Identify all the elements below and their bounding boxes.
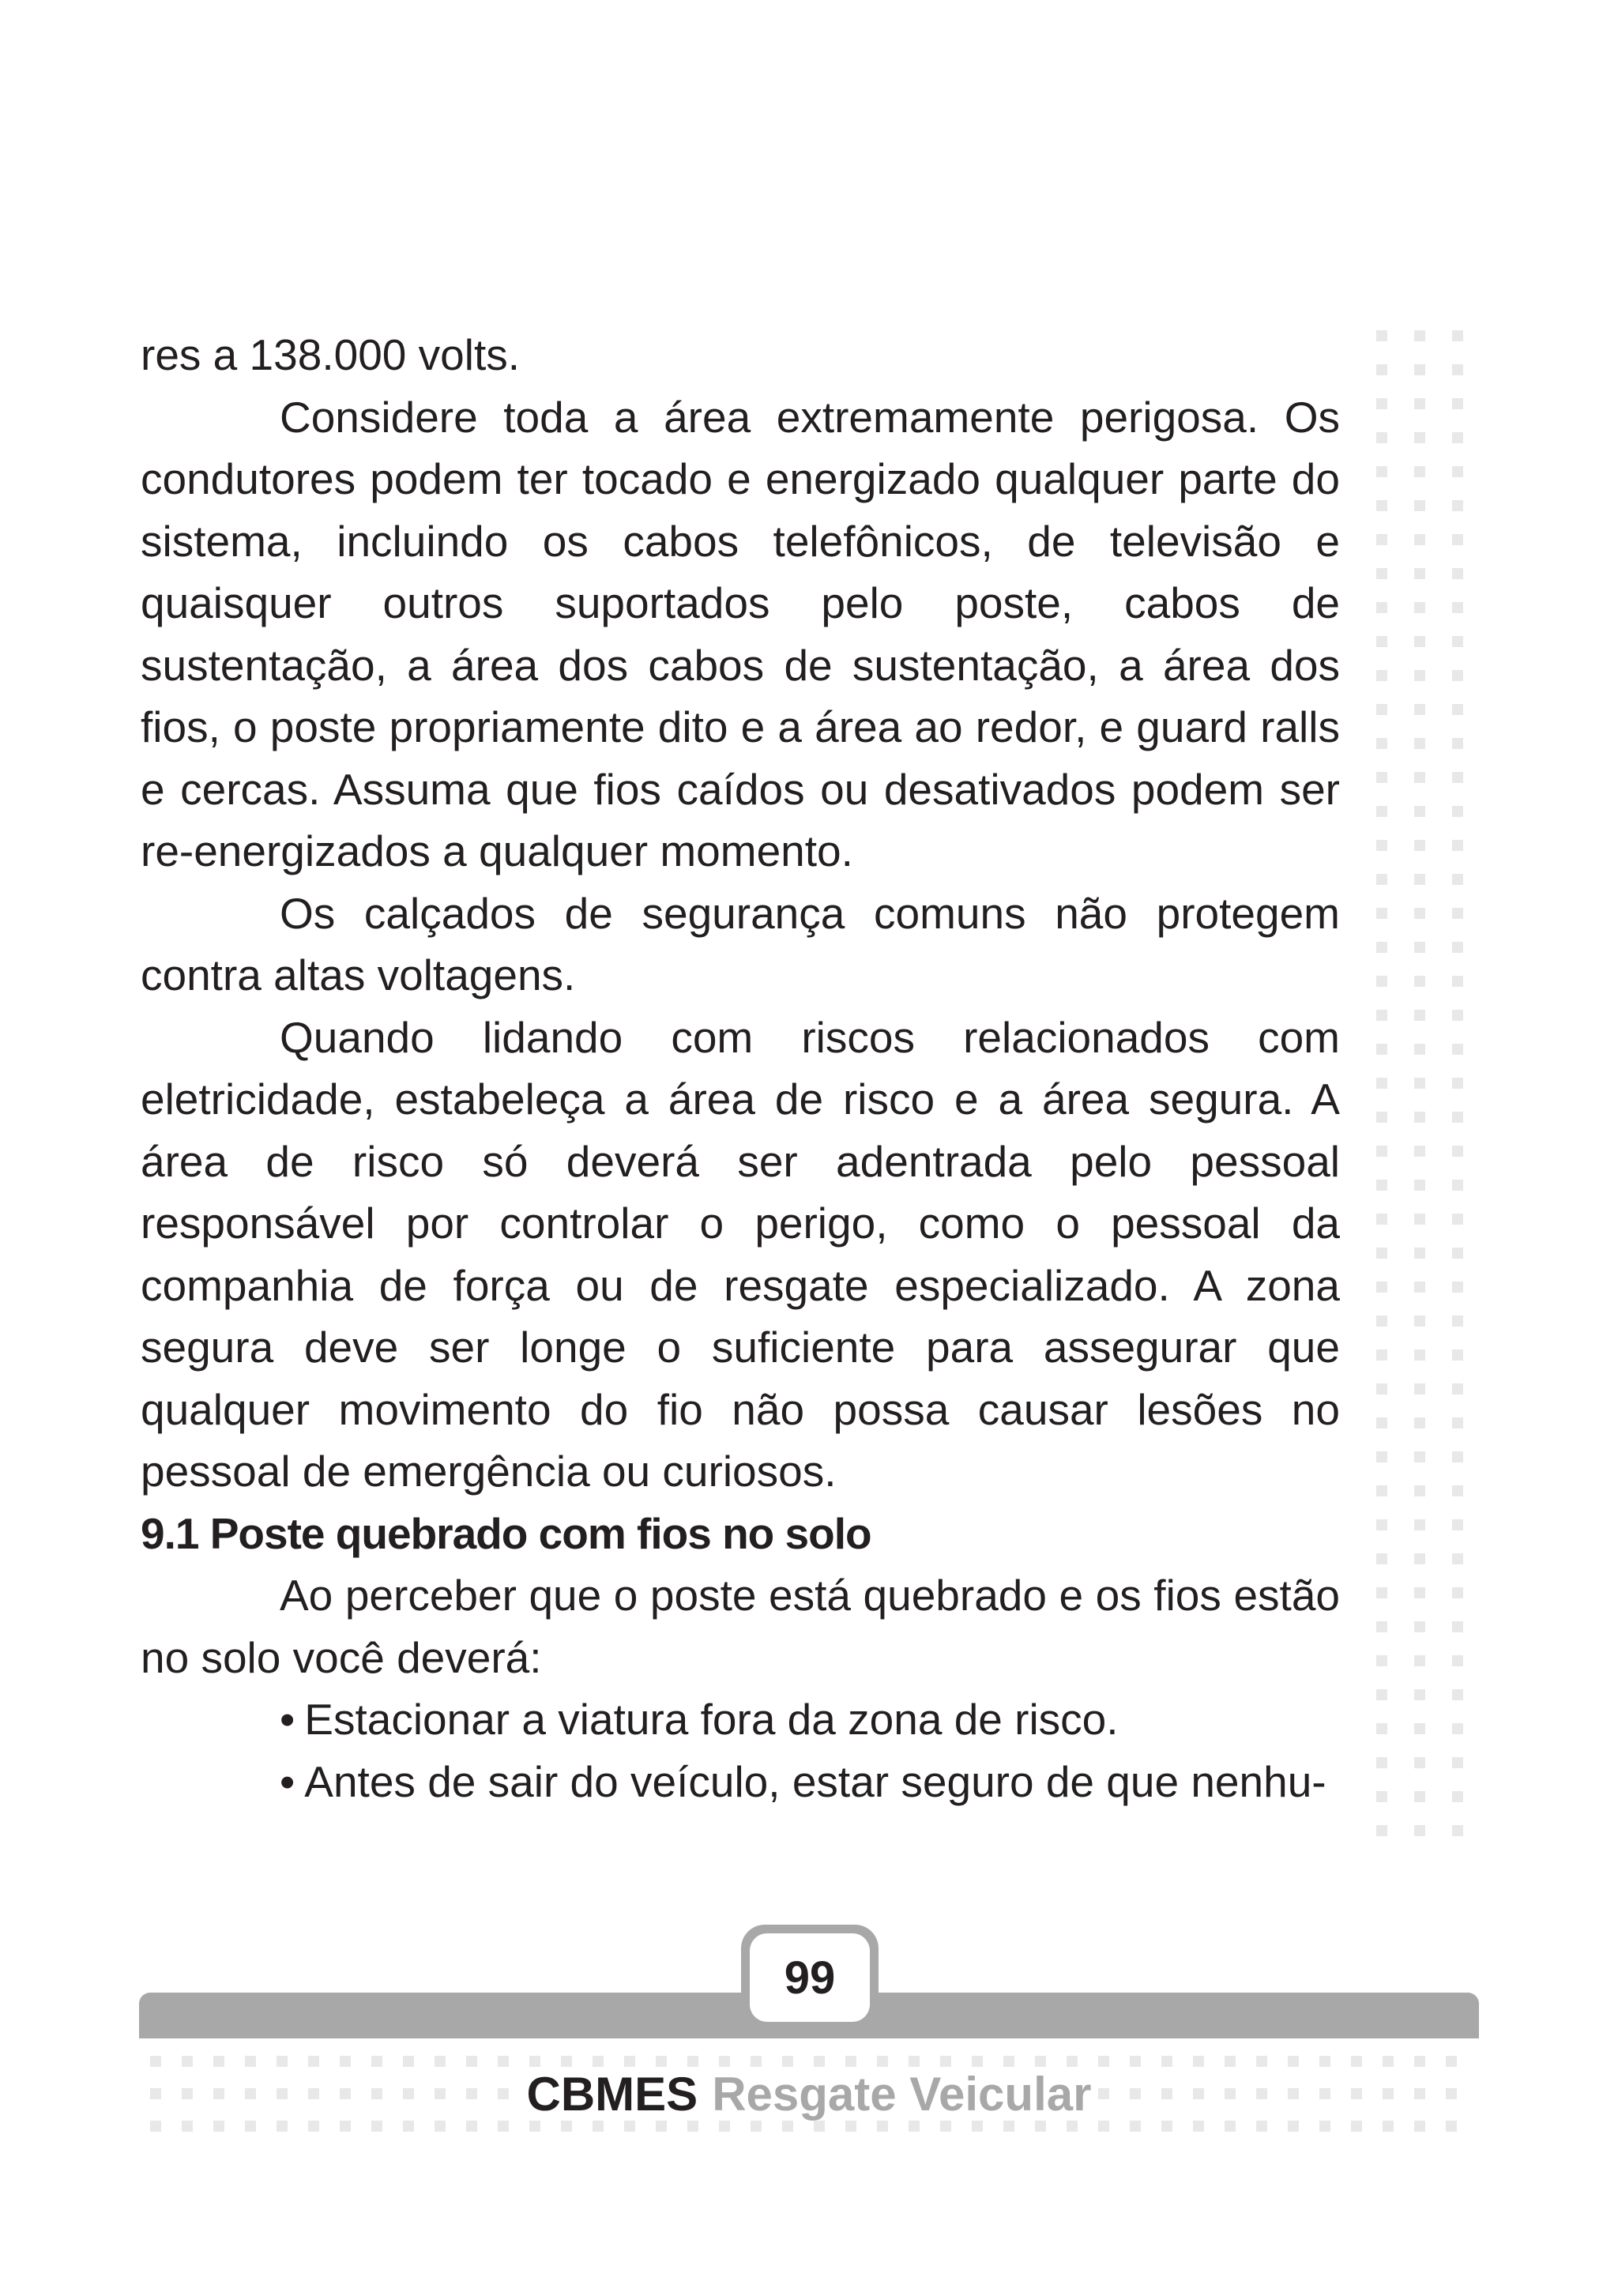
paragraph-risk-zones: Quando lidando com riscos relacionados com eletricidade, estabeleça a área de risco e a área segura. A área de risco só deverá ser adentrada pelo pessoal responsável por controlar o perigo, como o pessoal da companhia de força ou de resgate especializado. A zona segura deve ser longe o suficiente para assegurar que qualquer movimento do fio não possa causar lesões no pessoal de emergência ou curiosos. — [141, 1012, 1340, 1496]
footer-brand-text — [522, 2068, 1097, 2121]
decorative-dot — [1376, 1180, 1387, 1191]
decorative-dot — [940, 2121, 951, 2132]
decorative-dot — [1376, 602, 1387, 613]
decorative-dot — [1414, 1078, 1425, 1089]
decorative-dot — [1193, 2121, 1204, 2132]
decorative-dot — [1452, 1791, 1463, 1802]
decorative-dot — [1376, 1112, 1387, 1123]
decorative-dot — [1414, 1519, 1425, 1530]
decorative-dot — [877, 2056, 888, 2067]
decorative-dot — [1414, 704, 1425, 715]
decorative-dot — [1414, 1655, 1425, 1666]
footer-brand — [0, 2067, 1618, 2121]
decorative-dot — [1452, 1757, 1463, 1768]
decorative-dot — [1452, 1621, 1463, 1632]
decorative-dot — [466, 2121, 477, 2132]
decorative-dot — [1161, 2121, 1172, 2132]
decorative-dot — [245, 2056, 256, 2067]
decorative-dot — [1414, 908, 1425, 919]
decorative-dot — [1376, 1791, 1387, 1802]
decorative-dot — [435, 2056, 446, 2067]
page-body — [141, 324, 1340, 1812]
footer-book-title: Resgate Veicular — [712, 2068, 1092, 2121]
decorative-dot — [1414, 840, 1425, 851]
decorative-dot — [371, 2056, 382, 2067]
decorative-dot — [814, 2056, 825, 2067]
decorative-dot — [1376, 772, 1387, 783]
decorative-dot — [1414, 1791, 1425, 1802]
decorative-dot — [1452, 976, 1463, 987]
decorative-dot — [1452, 1349, 1463, 1361]
decorative-dot — [1376, 1146, 1387, 1157]
bullet-icon: • — [280, 1756, 295, 1806]
decorative-dot — [1376, 874, 1387, 885]
decorative-dot — [1452, 1383, 1463, 1395]
decorative-dot — [498, 2121, 509, 2132]
decorative-dot — [1376, 806, 1387, 817]
decorative-dot — [1414, 636, 1425, 647]
decorative-dot — [1376, 1417, 1387, 1428]
decorative-dot — [1452, 636, 1463, 647]
decorative-dot — [561, 2056, 572, 2067]
decorative-dot — [814, 2121, 825, 2132]
decorative-dot — [1067, 2056, 1078, 2067]
paragraph-hazard-area: Considere toda a área extremamente perigosa. Os condutores podem ter tocado e energizado qualquer parte do sistema, incluindo os cabos telefônicos, de televisão e quaisquer outros suportados pelo poste, cabos de sustentação, a área dos cabos de sustentação, a área dos fios, o poste propriamente dito e a área ao redor, e guard ralls e cercas. Assuma que fios caídos ou desativados podem ser re-energizados a qualquer momento. — [141, 392, 1340, 875]
decorative-dot — [1376, 364, 1387, 375]
decorative-dot — [1376, 466, 1387, 477]
decorative-dot — [1414, 738, 1425, 749]
decorative-dot — [1414, 1757, 1425, 1768]
decorative-dot — [1452, 704, 1463, 715]
decorative-dot — [1414, 330, 1425, 341]
decorative-dot — [1067, 2121, 1078, 2132]
decorative-dot — [1452, 1417, 1463, 1428]
decorative-dot — [845, 2056, 856, 2067]
decorative-dot — [1452, 1078, 1463, 1089]
decorative-dot — [1414, 1282, 1425, 1293]
decorative-dot — [150, 2056, 161, 2067]
decorative-dot — [1452, 1655, 1463, 1666]
decorative-dot — [1446, 2121, 1457, 2132]
decorative-dot — [1452, 874, 1463, 885]
decorative-dot — [1376, 908, 1387, 919]
decorative-dot — [1452, 1689, 1463, 1700]
decorative-dot — [1414, 1248, 1425, 1259]
decorative-dot — [1452, 1723, 1463, 1734]
section-heading: 9.1 Poste quebrado com fios no solo — [141, 1508, 871, 1558]
decorative-dot — [782, 2121, 793, 2132]
decorative-dot — [593, 2056, 604, 2067]
decorative-dot — [1452, 330, 1463, 341]
decorative-dot — [1414, 670, 1425, 681]
decorative-dot — [1098, 2056, 1109, 2067]
decorative-dot — [1161, 2056, 1172, 2067]
decorative-dot — [1452, 1010, 1463, 1021]
decorative-dot — [1414, 364, 1425, 375]
decorative-dot — [1414, 500, 1425, 511]
decorative-dot — [1452, 1519, 1463, 1530]
decorative-dot — [751, 2121, 762, 2132]
decorative-dot — [687, 2121, 698, 2132]
decorative-dot — [1376, 1553, 1387, 1564]
decorative-dot — [782, 2056, 793, 2067]
decorative-dot — [1414, 1723, 1425, 1734]
decorative-dot — [1376, 534, 1387, 545]
decorative-dot — [340, 2056, 351, 2067]
decorative-dot — [1414, 1383, 1425, 1395]
decorative-dot — [1414, 1112, 1425, 1123]
decorative-dot — [1452, 1282, 1463, 1293]
decorative-dot — [1414, 1010, 1425, 1021]
decorative-dot — [1452, 806, 1463, 817]
decorative-dot — [1452, 1146, 1463, 1157]
decorative-dot — [909, 2121, 920, 2132]
decorative-dot — [1288, 2121, 1299, 2132]
decorative-dot — [1256, 2121, 1267, 2132]
decorative-dot — [1452, 534, 1463, 545]
decorative-dot — [972, 2121, 983, 2132]
decorative-dot — [1319, 2121, 1330, 2132]
decorative-dot — [466, 2056, 477, 2067]
decorative-dot — [403, 2056, 414, 2067]
decorative-dot — [1452, 1825, 1463, 1836]
decorative-dot — [1452, 602, 1463, 613]
decorative-dot — [593, 2121, 604, 2132]
decorative-dot — [1130, 2121, 1141, 2132]
decorative-dot — [1414, 1553, 1425, 1564]
decorative-dot — [1452, 942, 1463, 953]
decorative-dot — [308, 2121, 319, 2132]
section-intro: Ao perceber que o poste está quebrado e os fios estão no solo você deverá: — [141, 1571, 1340, 1682]
decorative-dot — [1098, 2121, 1109, 2132]
decorative-dot — [1288, 2056, 1299, 2067]
decorative-dot — [403, 2121, 414, 2132]
decorative-dot — [1452, 432, 1463, 443]
decorative-dot — [1414, 1044, 1425, 1055]
decorative-dot — [1414, 976, 1425, 987]
decorative-dot — [1376, 840, 1387, 851]
decorative-dot — [1376, 1723, 1387, 1734]
decorative-dot — [435, 2121, 446, 2132]
decorative-dot — [1376, 330, 1387, 341]
decorative-dot — [1452, 398, 1463, 409]
decorative-dot — [1376, 1825, 1387, 1836]
decorative-dot — [529, 2121, 540, 2132]
decorative-dot — [1414, 1180, 1425, 1191]
decorative-dot — [656, 2121, 667, 2132]
decorative-dot — [1452, 1248, 1463, 1259]
decorative-dot — [940, 2056, 951, 2067]
decorative-dot — [909, 2056, 920, 2067]
decorative-dot — [1452, 466, 1463, 477]
decorative-dot — [277, 2121, 288, 2132]
decorative-dot — [1446, 2056, 1457, 2067]
decorative-dot — [1376, 500, 1387, 511]
decorative-dot — [1452, 1587, 1463, 1598]
decorative-dot — [1414, 1349, 1425, 1361]
decorative-dot — [1376, 1214, 1387, 1225]
decorative-dot — [1452, 500, 1463, 511]
decorative-dot — [624, 2121, 635, 2132]
paragraph-safety-shoes: Os calçados de segurança comuns não protegem contra altas voltagens. — [141, 888, 1340, 999]
decorative-dot — [1452, 1112, 1463, 1123]
decorative-dot — [1376, 738, 1387, 749]
decorative-dot — [1035, 2056, 1046, 2067]
decorative-dot — [1452, 1214, 1463, 1225]
decorative-dot — [1376, 1248, 1387, 1259]
decorative-dot — [1414, 2056, 1425, 2067]
decorative-dot — [1414, 1485, 1425, 1496]
decorative-dot — [182, 2121, 193, 2132]
paragraph-continuation: res a 138.000 volts. — [141, 330, 521, 379]
decorative-dot — [845, 2121, 856, 2132]
decorative-dot — [1383, 2121, 1394, 2132]
decorative-dot — [1414, 772, 1425, 783]
decorative-dot — [1414, 1621, 1425, 1632]
decorative-dot — [1376, 976, 1387, 987]
footer-org: CBMES — [526, 2068, 698, 2121]
decorative-dot — [1452, 1180, 1463, 1191]
decorative-dot — [1319, 2056, 1330, 2067]
decorative-dot — [1376, 1383, 1387, 1395]
decorative-dot — [1376, 636, 1387, 647]
decorative-dot — [1193, 2056, 1204, 2067]
decorative-dot — [1003, 2121, 1014, 2132]
decorative-dot — [529, 2056, 540, 2067]
decorative-dot — [1414, 466, 1425, 477]
decorative-dot — [1376, 942, 1387, 953]
decorative-dot — [1376, 704, 1387, 715]
decorative-dot — [1414, 568, 1425, 579]
decorative-dot — [1452, 1485, 1463, 1496]
decorative-dot — [1225, 2121, 1236, 2132]
decorative-dot — [1376, 398, 1387, 409]
decorative-dot — [1452, 1044, 1463, 1055]
decorative-dot — [1414, 1451, 1425, 1462]
decorative-dot — [308, 2056, 319, 2067]
decorative-dot — [1351, 2056, 1362, 2067]
decorative-dot — [719, 2121, 730, 2132]
decorative-dot — [1383, 2056, 1394, 2067]
decorative-dot — [561, 2121, 572, 2132]
decorative-dot — [371, 2121, 382, 2132]
decorative-dot — [277, 2056, 288, 2067]
decorative-dot — [1414, 1214, 1425, 1225]
decorative-dot — [1414, 1689, 1425, 1700]
decorative-dot — [1376, 1349, 1387, 1361]
decorative-dot — [1376, 1451, 1387, 1462]
decorative-dot — [1452, 1315, 1463, 1327]
decorative-dot — [1376, 1519, 1387, 1530]
decorative-dot — [150, 2121, 161, 2132]
decorative-dot — [1376, 568, 1387, 579]
bullet-text: Antes de sair do veículo, estar seguro de que nenhu- — [304, 1756, 1326, 1806]
decorative-dot — [624, 2056, 635, 2067]
decorative-dot — [1376, 1282, 1387, 1293]
decorative-dot — [340, 2121, 351, 2132]
decorative-dot — [1414, 942, 1425, 953]
decorative-dot — [1376, 1485, 1387, 1496]
decorative-dot — [1452, 1451, 1463, 1462]
decorative-dot — [1414, 1825, 1425, 1836]
decorative-dot — [687, 2056, 698, 2067]
decorative-dot — [1414, 2121, 1425, 2132]
bullet-icon: • — [280, 1695, 295, 1744]
decorative-dot — [877, 2121, 888, 2132]
decorative-dot — [1225, 2056, 1236, 2067]
decorative-dot — [1414, 806, 1425, 817]
decorative-dot — [245, 2121, 256, 2132]
bullet-item — [141, 1751, 1340, 1813]
decorative-dot — [1376, 432, 1387, 443]
decorative-dot — [1414, 874, 1425, 885]
decorative-dot — [1376, 1315, 1387, 1327]
decorative-dot — [1376, 1655, 1387, 1666]
decorative-dot — [1452, 1553, 1463, 1564]
decorative-dot — [1351, 2121, 1362, 2132]
bullet-text: Estacionar a viatura fora da zona de risco. — [304, 1695, 1119, 1744]
decorative-dot — [1414, 1146, 1425, 1157]
decorative-dot — [1452, 772, 1463, 783]
decorative-dot — [1376, 1078, 1387, 1089]
decorative-dot — [1414, 1587, 1425, 1598]
decorative-dot — [656, 2056, 667, 2067]
decorative-dot — [213, 2121, 224, 2132]
decorative-dot — [1414, 1417, 1425, 1428]
decorative-dot — [972, 2056, 983, 2067]
decorative-dot — [1376, 1757, 1387, 1768]
decorative-dot — [1414, 602, 1425, 613]
decorative-dot — [1003, 2056, 1014, 2067]
decorative-dot — [182, 2056, 193, 2067]
bullet-item — [141, 1688, 1340, 1751]
decorative-dot — [1376, 670, 1387, 681]
decorative-dot — [1452, 840, 1463, 851]
decorative-dot-column — [1376, 330, 1471, 1863]
decorative-dot — [1452, 908, 1463, 919]
decorative-dot — [719, 2056, 730, 2067]
page-number: 99 — [750, 1933, 870, 2022]
decorative-dot — [1376, 1044, 1387, 1055]
decorative-dot — [1376, 1010, 1387, 1021]
decorative-dot — [1376, 1689, 1387, 1700]
decorative-dot — [1414, 534, 1425, 545]
page-number-badge — [741, 1925, 879, 2031]
decorative-dot — [1452, 568, 1463, 579]
decorative-dot — [1452, 670, 1463, 681]
decorative-dot — [1035, 2121, 1046, 2132]
decorative-dot — [1452, 738, 1463, 749]
decorative-dot — [1376, 1587, 1387, 1598]
decorative-dot — [498, 2056, 509, 2067]
decorative-dot — [1414, 432, 1425, 443]
decorative-dot — [1414, 1315, 1425, 1327]
decorative-dot — [1452, 364, 1463, 375]
decorative-dot — [1130, 2056, 1141, 2067]
decorative-dot — [1376, 1621, 1387, 1632]
decorative-dot — [213, 2056, 224, 2067]
decorative-dot — [751, 2056, 762, 2067]
decorative-dot — [1414, 398, 1425, 409]
decorative-dot — [1256, 2056, 1267, 2067]
